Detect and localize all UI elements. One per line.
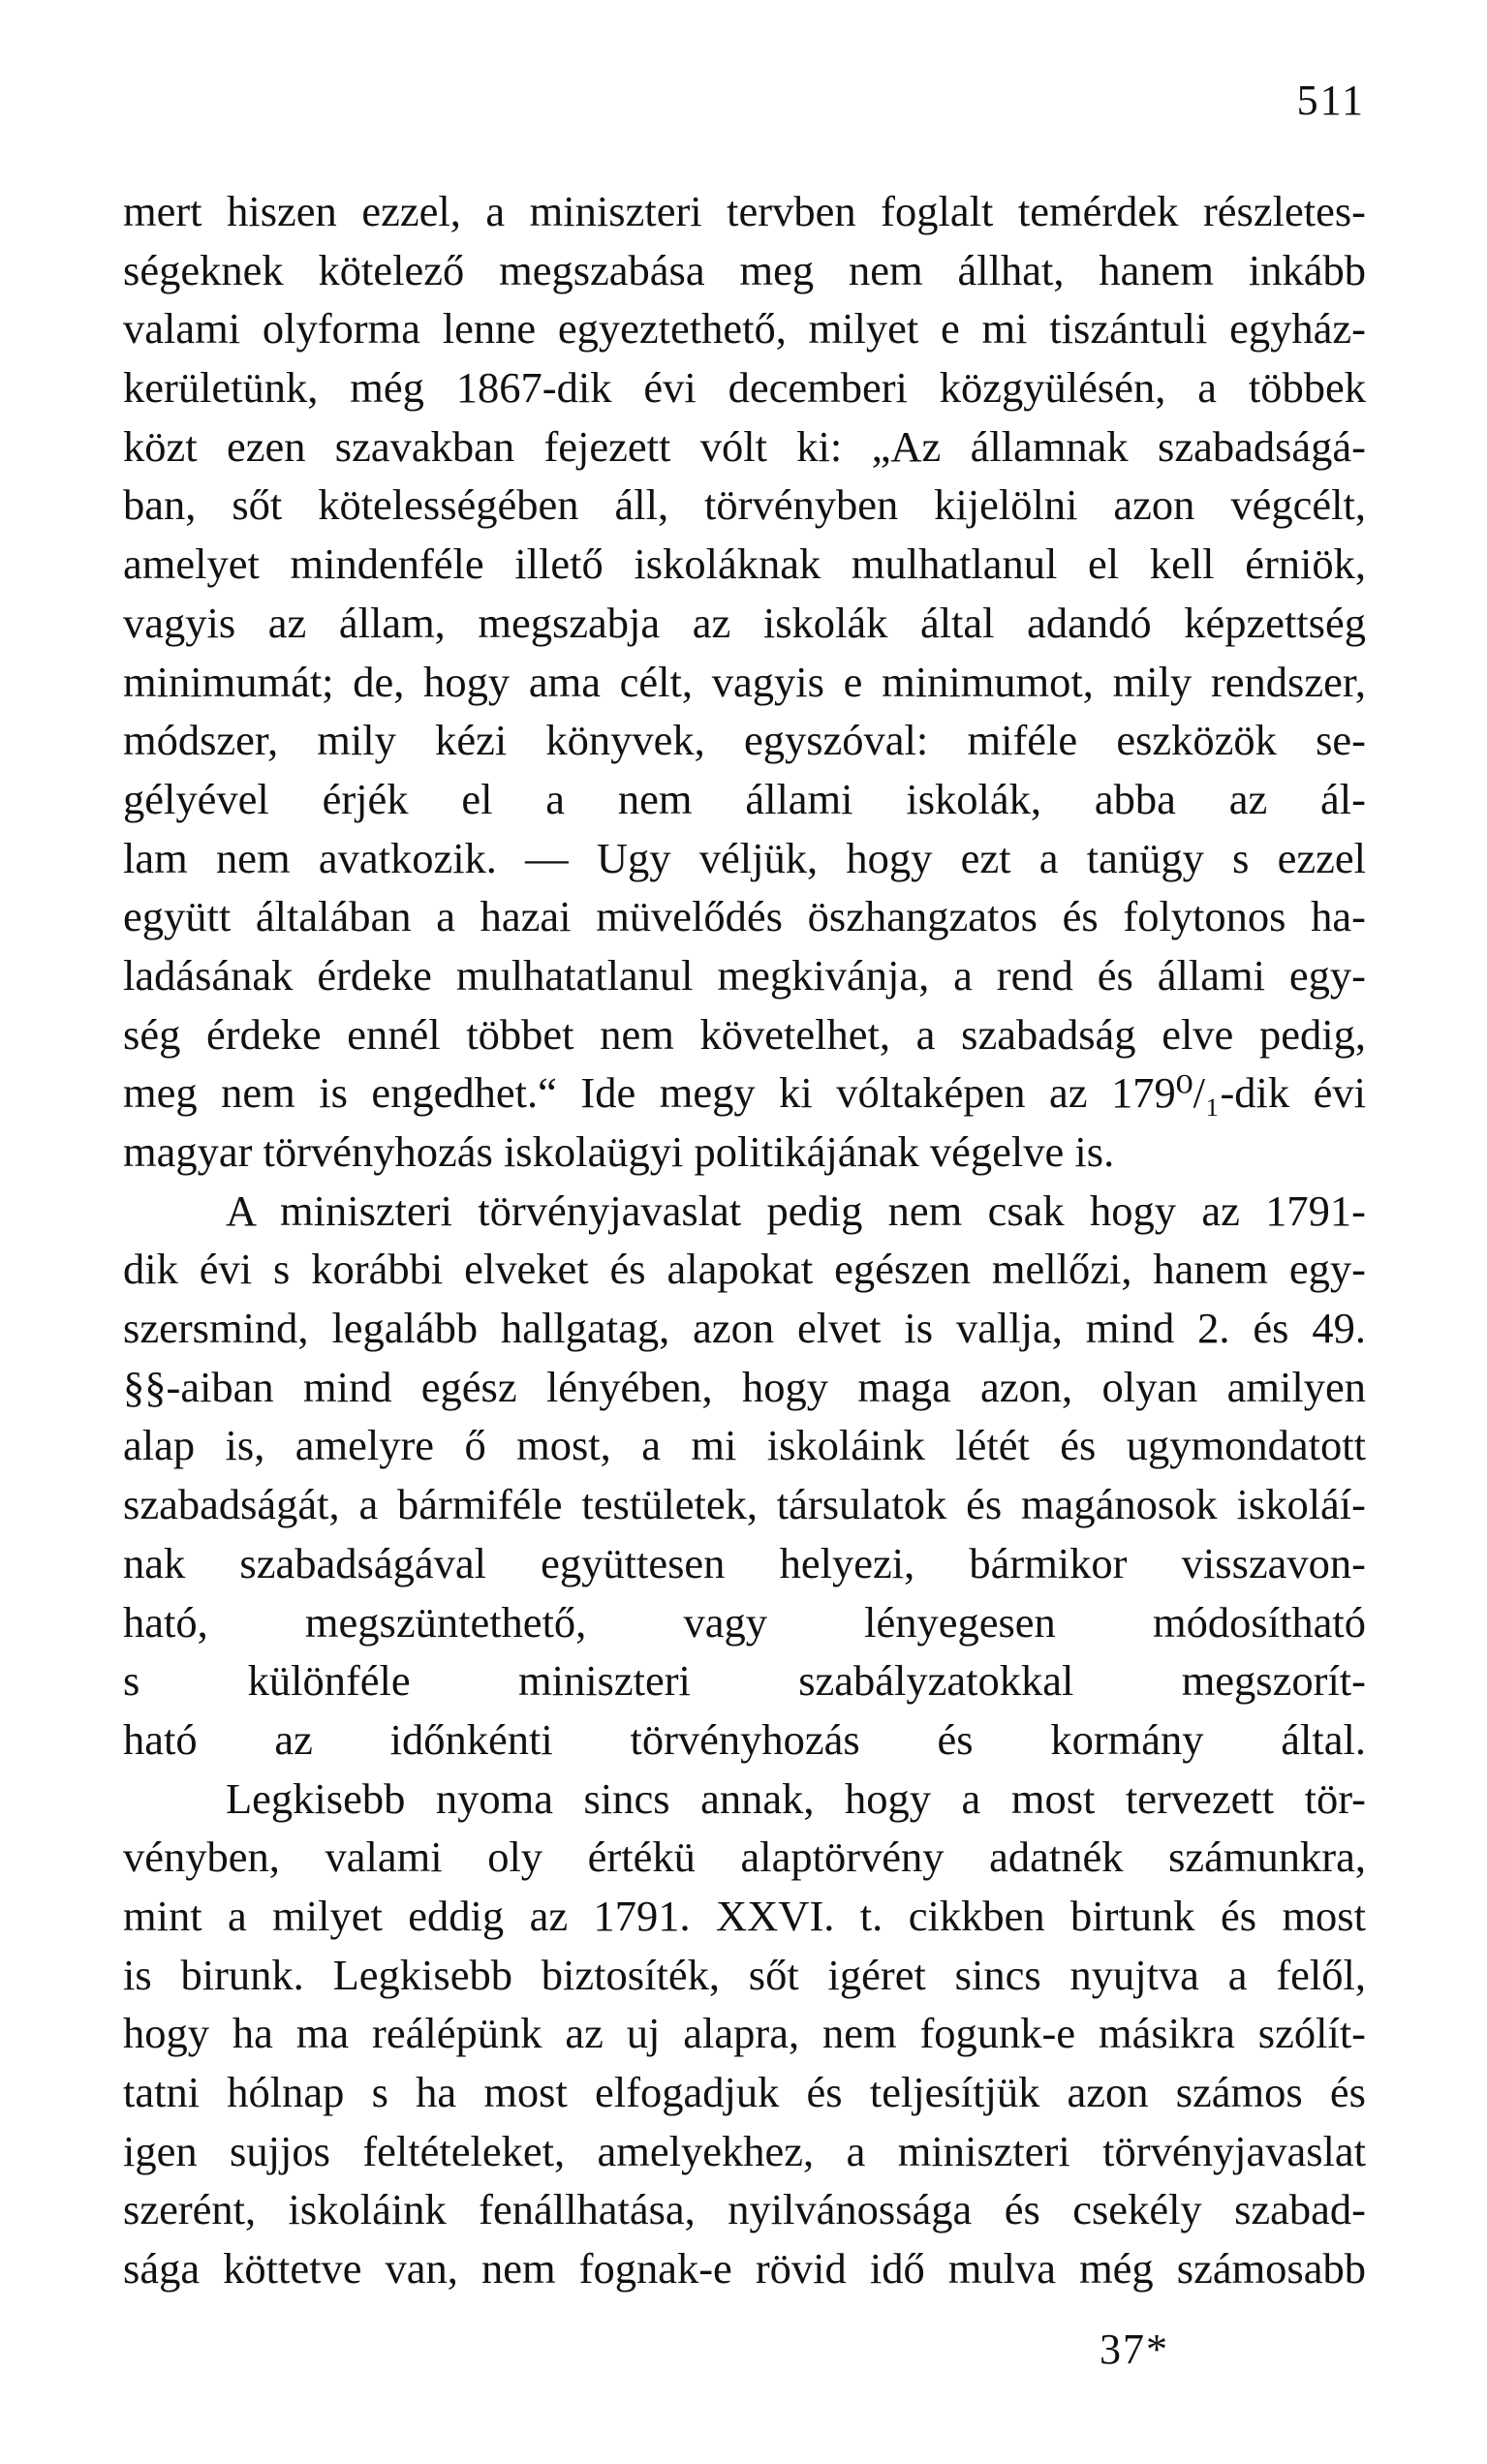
text-line: szabadságát, a bármiféle testületek, társulatok és magánosok iskoláí- [123, 1480, 1366, 1529]
text-line: alap is, amelyre ő most, a mi iskoláink létét és ugymondatott [123, 1421, 1366, 1470]
text-line: módszer, mily kézi könyvek, egyszóval: miféle eszközök se- [123, 716, 1366, 765]
text-line: nak szabadságával együttesen helyezi, bármikor visszavon- [123, 1538, 1366, 1587]
text-line: vagyis az állam, megszabja az iskolák által adandó képzettség [123, 598, 1366, 647]
text-line: amelyet mindenféle illető iskoláknak mulhatlanul el kell érniök, [123, 539, 1366, 589]
text-line: ható, megszüntethető, vagy lényegesen módosítható [123, 1597, 1366, 1647]
text-line-paragraph-start: Legkisebb nyoma sincs annak, hogy a most tervezett tör- [226, 1773, 1366, 1823]
text-line: szerént, iskoláink fenállhatása, nyilvánossága és csekély szabad- [123, 2185, 1366, 2234]
text-line: s különféle miniszteri szabályzatokkal megszorít- [123, 1656, 1366, 1706]
text-line: mert hiszen ezzel, a miniszteri tervben foglalt temérdek részletes- [123, 187, 1366, 235]
text-line: ség érdeke ennél többet nem követelhet, a szabadság elve pedig, [123, 1009, 1366, 1059]
text-line: közt ezen szavakban fejezett vólt ki: „Az államnak szabadságá- [123, 421, 1366, 471]
body-text [123, 182, 1366, 2298]
text-line: igen sujjos feltételeket, amelyekhez, a miniszteri törvényjavaslat [123, 2126, 1366, 2175]
text-line-paragraph-start: A miniszteri törvényjavaslat pedig nem csak hogy az 1791- [226, 1186, 1366, 1235]
text-line: minimumát; de, hogy ama célt, vagyis e minimumot, mily rendszer, [123, 657, 1366, 706]
text-line-paragraph-end: magyar törvényhozás iskolaügyi politikájának végelve is. [123, 1127, 1115, 1176]
text-line: gélyével érjék el a nem állami iskolák, abba az ál- [123, 774, 1366, 823]
signature-mark: 37* [1100, 2325, 1169, 2373]
text-line: ségeknek kötelező megszabása meg nem állhat, hanem inkább [123, 245, 1366, 294]
text-line: tatni hólnap s ha most elfogadjuk és teljesítjük azon számos és [123, 2068, 1366, 2116]
text-line: ladásának érdeke mulhatatlanul megkivánja, a rend és állami egy- [123, 950, 1366, 1000]
text-line: együtt általában a hazai müvelődés öszhangzatos és folytonos ha- [123, 892, 1366, 941]
text-line: §§-aiban mind egész lényében, hogy maga azon, olyan amilyen [123, 1362, 1366, 1411]
text-line: szersmind, legalább hallgatag, azon elvet is vallja, mind 2. és 49. [123, 1304, 1366, 1353]
text-line-paragraph-end: ható az időnkénti törvényhozás és kormány által. [123, 1714, 1366, 1764]
text-line: hogy ha ma reálépünk az uj alapra, nem fogunk-e másikra szólít- [123, 2009, 1366, 2058]
text-line: dik évi s korábbi elveket és alapokat egészen mellőzi, hanem egy- [123, 1245, 1366, 1294]
text-line: vényben, valami oly értékü alaptörvény adatnék számunkra, [123, 1833, 1366, 1882]
text-line: valami olyforma lenne egyeztethető, milyet e mi tiszántuli egyház- [123, 304, 1366, 354]
text-line: lam nem avatkozik. — Ugy véljük, hogy ezt a tanügy s ezzel [123, 833, 1366, 882]
text-line: meg nem is engedhet.“ Ide megy ki vóltaképen az 179⁰/₁-dik évi [123, 1068, 1366, 1118]
text-line: ban, sőt kötelességében áll, törvényben kijelölni azon végcélt, [123, 480, 1366, 530]
text-line: mint a milyet eddig az 1791. XXVI. t. cikkben birtunk és most [123, 1891, 1366, 1940]
text-line: kerületünk, még 1867-dik évi decemberi közgyülésén, a többek [123, 363, 1366, 413]
text-line: is birunk. Legkisebb biztosíték, sőt igéret sincs nyujtva a felől, [123, 1950, 1366, 1999]
page-number: 511 [1296, 77, 1365, 124]
text-line: sága köttetve van, nem fognak-e rövid idő mulva még számosabb [123, 2244, 1366, 2294]
